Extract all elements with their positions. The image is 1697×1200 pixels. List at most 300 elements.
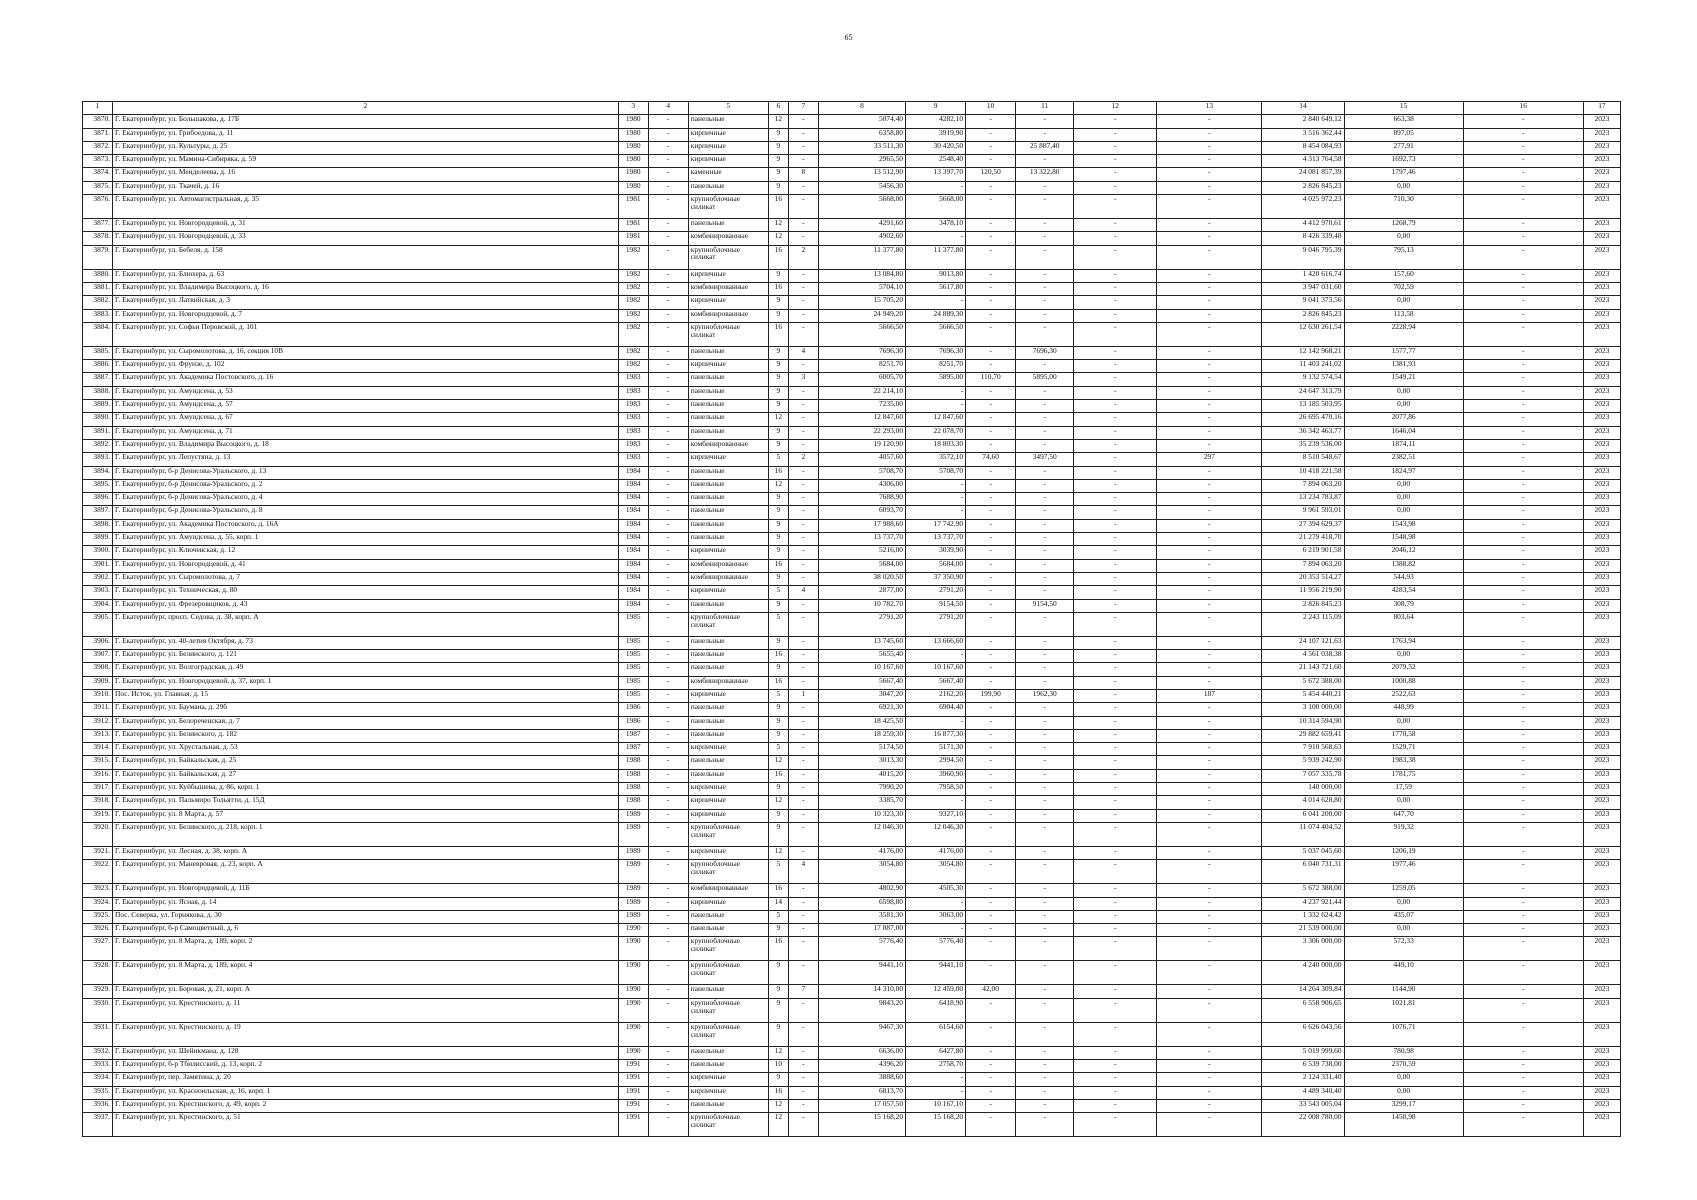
table-cell-col-13: - [1157, 155, 1262, 168]
table-cell-col-5: комбинированные [688, 282, 768, 295]
table-cell-col-9: 12 847,60 [906, 413, 966, 426]
table-cell-col-16: - [1463, 572, 1583, 585]
table-cell-col-4: - [648, 676, 688, 689]
table-cell-col-10: - [966, 466, 1016, 479]
table-cell-col-1: 3937. [83, 1113, 113, 1137]
table-cell-col-6: 12 [768, 413, 788, 426]
table-cell-col-9: 18 803,30 [906, 439, 966, 452]
table-cell-col-16: - [1463, 519, 1583, 532]
table-cell-col-10: - [966, 636, 1016, 649]
table-cell-col-4: - [648, 479, 688, 492]
table-body [83, 115, 1621, 1137]
table-cell-col-6: 9 [768, 426, 788, 439]
table-cell-col-9: 30 420,50 [906, 141, 966, 154]
table-cell-col-11: - [1016, 756, 1074, 769]
table-cell-col-3: 1984 [618, 586, 648, 599]
table-cell-col-10: - [966, 650, 1016, 663]
table-cell-col-3: 1984 [618, 466, 648, 479]
table-cell-col-17: 2023 [1583, 245, 1620, 269]
table-cell-col-11: - [1016, 360, 1074, 373]
table-cell-col-3: 1982 [618, 296, 648, 309]
table-cell-col-6: 9 [768, 400, 788, 413]
table-cell-col-6: 9 [768, 546, 788, 559]
column-number-13: 13 [1157, 102, 1262, 115]
table-cell-col-5: крупноблочные силикат [688, 961, 768, 985]
table-cell-col-2: Г. Екатеринбург, ул. Амундсена, д. 55, корп. 1 [113, 533, 619, 546]
table-cell-col-12: - [1074, 1046, 1157, 1059]
table-cell-col-12: - [1074, 636, 1157, 649]
table-cell-col-8: 4176,00 [818, 846, 905, 859]
table-cell-col-1: 3881. [83, 282, 113, 295]
table-cell-col-12: - [1074, 1086, 1157, 1099]
table-cell-col-2: Г. Екатеринбург, ул. Белинского, д. 121 [113, 650, 619, 663]
table-cell-col-17: 2023 [1583, 998, 1620, 1022]
table-cell-col-4: - [648, 269, 688, 282]
table-cell-col-14: 2 124 331,40 [1262, 1073, 1344, 1086]
table-cell-col-13: - [1157, 809, 1262, 822]
table-cell-col-3: 1983 [618, 426, 648, 439]
table-cell-col-15: 2522,63 [1344, 689, 1463, 702]
table-row [83, 479, 1621, 492]
table-cell-col-10: - [966, 141, 1016, 154]
table-cell-col-15: 1388,82 [1344, 559, 1463, 572]
table-cell-col-15: 0,00 [1344, 296, 1463, 309]
table-cell-col-7: - [788, 519, 818, 532]
table-cell-col-4: - [648, 386, 688, 399]
table-cell-col-8: 17 988,60 [818, 519, 905, 532]
table-cell-col-6: 9 [768, 519, 788, 532]
table-cell-col-17: 2023 [1583, 506, 1620, 519]
table-cell-col-14: 9 046 795,39 [1262, 245, 1344, 269]
table-cell-col-14: 4 240 000,00 [1262, 961, 1344, 985]
column-number-11: 11 [1016, 102, 1074, 115]
table-cell-col-12: - [1074, 846, 1157, 859]
table-cell-col-13: - [1157, 533, 1262, 546]
table-cell-col-6: 9 [768, 716, 788, 729]
table-cell-col-15: 1983,38 [1344, 756, 1463, 769]
table-cell-col-10: - [966, 729, 1016, 742]
table-cell-col-4: - [648, 1113, 688, 1137]
table-cell-col-2: Г. Екатеринбург, ул. Крестинского, д. 49, корп. 2 [113, 1099, 619, 1112]
table-cell-col-6: 9 [768, 269, 788, 282]
table-cell-col-15: 0,00 [1344, 716, 1463, 729]
table-cell-col-17: 2023 [1583, 769, 1620, 782]
table-cell-col-7: - [788, 386, 818, 399]
table-cell-col-15: 1977,46 [1344, 860, 1463, 884]
table-cell-col-8: 9467,30 [818, 1022, 905, 1046]
column-number-9: 9 [906, 102, 966, 115]
table-row [83, 612, 1621, 636]
table-cell-col-6: 5 [768, 689, 788, 702]
table-cell-col-15: 803,64 [1344, 612, 1463, 636]
table-cell-col-14: 6 558 906,65 [1262, 998, 1344, 1022]
table-cell-col-13: - [1157, 1046, 1262, 1059]
table-cell-col-7: - [788, 910, 818, 923]
table-cell-col-7: 2 [788, 453, 818, 466]
table-cell-col-12: - [1074, 663, 1157, 676]
table-cell-col-8: 4396,20 [818, 1060, 905, 1073]
table-cell-col-7: - [788, 546, 818, 559]
table-cell-col-17: 2023 [1583, 783, 1620, 796]
table-row [83, 493, 1621, 506]
table-cell-col-5: панельные [688, 400, 768, 413]
table-cell-col-16: - [1463, 1060, 1583, 1073]
table-row [83, 703, 1621, 716]
table-cell-col-5: панельные [688, 636, 768, 649]
table-cell-col-9: 12 046,30 [906, 822, 966, 846]
table-cell-col-17: 2023 [1583, 756, 1620, 769]
table-cell-col-1: 3875. [83, 181, 113, 194]
table-cell-col-5: панельные [688, 115, 768, 128]
table-cell-col-17: 2023 [1583, 181, 1620, 194]
table-cell-col-1: 3886. [83, 360, 113, 373]
table-cell-col-13: - [1157, 493, 1262, 506]
table-cell-col-13: - [1157, 546, 1262, 559]
table-row [83, 533, 1621, 546]
table-cell-col-9: 9441,10 [906, 961, 966, 985]
table-cell-col-6: 12 [768, 846, 788, 859]
table-cell-col-10: - [966, 360, 1016, 373]
table-cell-col-8: 5668,00 [818, 195, 905, 219]
table-cell-col-2: Г. Екатеринбург, б-р Денисова-Уральского, д. 2 [113, 479, 619, 492]
table-cell-col-9: 15 168,20 [906, 1113, 966, 1137]
table-cell-col-17: 2023 [1583, 309, 1620, 322]
table-cell-col-8: 22 214,10 [818, 386, 905, 399]
table-cell-col-2: Г. Екатеринбург, ул. Академика Постовского, д. 16 [113, 373, 619, 386]
column-number-14: 14 [1262, 102, 1344, 115]
table-cell-col-3: 1982 [618, 346, 648, 359]
table-cell-col-11: - [1016, 985, 1074, 998]
table-cell-col-3: 1982 [618, 360, 648, 373]
table-row [83, 961, 1621, 985]
table-cell-col-12: - [1074, 245, 1157, 269]
table-cell-col-3: 1982 [618, 269, 648, 282]
table-cell-col-9: 5776,40 [906, 937, 966, 961]
table-cell-col-9: 3054,80 [906, 860, 966, 884]
table-cell-col-4: - [648, 860, 688, 884]
table-cell-col-14: 7 057 335,78 [1262, 769, 1344, 782]
table-cell-col-15: 0,00 [1344, 400, 1463, 413]
table-cell-col-8: 3054,80 [818, 860, 905, 884]
table-cell-col-3: 1987 [618, 729, 648, 742]
table-cell-col-8: 4306,00 [818, 479, 905, 492]
table-cell-col-17: 2023 [1583, 663, 1620, 676]
table-cell-col-13: - [1157, 519, 1262, 532]
table-cell-col-15: 702,59 [1344, 282, 1463, 295]
table-cell-col-8: 3385,70 [818, 796, 905, 809]
table-cell-col-7: - [788, 309, 818, 322]
table-cell-col-5: крупноблочные силикат [688, 937, 768, 961]
housing-registry-table [82, 101, 1621, 1137]
table-cell-col-2: Г. Екатеринбург, ул. Латвийская, д. 3 [113, 296, 619, 309]
table-cell-col-14: 8 510 548,67 [1262, 453, 1344, 466]
table-cell-col-4: - [648, 219, 688, 232]
table-cell-col-4: - [648, 1099, 688, 1112]
table-cell-col-15: 1797,46 [1344, 168, 1463, 181]
table-cell-col-1: 3921. [83, 846, 113, 859]
table-cell-col-8: 10 167,60 [818, 663, 905, 676]
table-cell-col-5: панельные [688, 519, 768, 532]
table-cell-col-12: - [1074, 676, 1157, 689]
table-cell-col-4: - [648, 650, 688, 663]
table-cell-col-8: 18 259,30 [818, 729, 905, 742]
table-row [83, 1086, 1621, 1099]
table-cell-col-15: 2382,51 [1344, 453, 1463, 466]
table-cell-col-4: - [648, 533, 688, 546]
table-cell-col-1: 3873. [83, 155, 113, 168]
table-cell-col-12: - [1074, 897, 1157, 910]
table-cell-col-7: - [788, 636, 818, 649]
table-cell-col-1: 3901. [83, 559, 113, 572]
table-cell-col-17: 2023 [1583, 1022, 1620, 1046]
table-cell-col-6: 12 [768, 756, 788, 769]
table-cell-col-14: 21 143 721,60 [1262, 663, 1344, 676]
table-row [83, 783, 1621, 796]
table-cell-col-13: - [1157, 322, 1262, 346]
table-cell-col-4: - [648, 115, 688, 128]
table-cell-col-10: - [966, 1046, 1016, 1059]
table-cell-col-4: - [648, 612, 688, 636]
table-row [83, 1022, 1621, 1046]
table-cell-col-10: - [966, 910, 1016, 923]
table-row [83, 809, 1621, 822]
table-cell-col-3: 1989 [618, 910, 648, 923]
table-cell-col-7: - [788, 413, 818, 426]
table-cell-col-5: кирпичные [688, 783, 768, 796]
table-cell-col-13: - [1157, 822, 1262, 846]
table-cell-col-15: 1824,97 [1344, 466, 1463, 479]
table-cell-col-14: 4 025 972,23 [1262, 195, 1344, 219]
table-cell-col-15: 1381,93 [1344, 360, 1463, 373]
table-cell-col-6: 16 [768, 466, 788, 479]
table-cell-col-8: 5456,30 [818, 181, 905, 194]
table-cell-col-14: 3 516 362,44 [1262, 128, 1344, 141]
table-row [83, 386, 1621, 399]
table-cell-col-11: - [1016, 884, 1074, 897]
table-cell-col-9: 5684,00 [906, 559, 966, 572]
table-cell-col-1: 3933. [83, 1060, 113, 1073]
table-cell-col-5: панельные [688, 466, 768, 479]
table-cell-col-3: 1984 [618, 599, 648, 612]
table-cell-col-6: 9 [768, 599, 788, 612]
table-cell-col-1: 3914. [83, 743, 113, 756]
table-cell-col-1: 3889. [83, 400, 113, 413]
table-cell-col-12: - [1074, 1060, 1157, 1073]
table-cell-col-7: - [788, 506, 818, 519]
table-cell-col-17: 2023 [1583, 128, 1620, 141]
table-cell-col-13: - [1157, 729, 1262, 742]
table-cell-col-16: - [1463, 559, 1583, 572]
table-cell-col-16: - [1463, 689, 1583, 702]
table-cell-col-9: - [906, 493, 966, 506]
table-cell-col-6: 9 [768, 386, 788, 399]
table-cell-col-11: 25 887,40 [1016, 141, 1074, 154]
table-cell-col-9: - [906, 1086, 966, 1099]
table-cell-col-13: - [1157, 884, 1262, 897]
table-cell-col-3: 1982 [618, 282, 648, 295]
table-cell-col-5: кирпичные [688, 296, 768, 309]
table-cell-col-2: Г. Екатеринбург, ул. Мамина-Сибиряка, д. 59 [113, 155, 619, 168]
table-cell-col-4: - [648, 155, 688, 168]
table-cell-col-7: - [788, 493, 818, 506]
table-cell-col-3: 1980 [618, 168, 648, 181]
table-cell-col-6: 16 [768, 1086, 788, 1099]
table-cell-col-9: 8251,70 [906, 360, 966, 373]
table-cell-col-13: - [1157, 232, 1262, 245]
table-cell-col-2: Г. Екатеринбург, ул. Крестинского, д. 11 [113, 998, 619, 1022]
table-cell-col-15: 572,33 [1344, 937, 1463, 961]
table-cell-col-16: - [1463, 115, 1583, 128]
table-cell-col-10: - [966, 884, 1016, 897]
table-cell-col-15: 544,93 [1344, 572, 1463, 585]
table-cell-col-15: 1549,21 [1344, 373, 1463, 386]
table-cell-col-1: 3888. [83, 386, 113, 399]
table-cell-col-4: - [648, 373, 688, 386]
table-row [83, 860, 1621, 884]
table-cell-col-14: 9 961 593,01 [1262, 506, 1344, 519]
table-cell-col-11: - [1016, 961, 1074, 985]
table-cell-col-4: - [648, 586, 688, 599]
table-cell-col-4: - [648, 282, 688, 295]
table-cell-col-11: - [1016, 572, 1074, 585]
table-cell-col-13: - [1157, 309, 1262, 322]
table-cell-col-15: 1206,19 [1344, 846, 1463, 859]
table-cell-col-7: - [788, 155, 818, 168]
table-cell-col-9: 2548,40 [906, 155, 966, 168]
table-row [83, 572, 1621, 585]
table-cell-col-8: 7990,20 [818, 783, 905, 796]
table-cell-col-2: Г. Екатеринбург, ул. Фрунзе, д. 102 [113, 360, 619, 373]
table-cell-col-6: 16 [768, 650, 788, 663]
table-cell-col-15: 2046,12 [1344, 546, 1463, 559]
table-cell-col-15: 4283,54 [1344, 586, 1463, 599]
table-cell-col-7: - [788, 1086, 818, 1099]
table-cell-col-11: - [1016, 426, 1074, 439]
table-cell-col-8: 3888,60 [818, 1073, 905, 1086]
table-cell-col-16: - [1463, 493, 1583, 506]
table-cell-col-3: 1988 [618, 783, 648, 796]
table-cell-col-10: - [966, 232, 1016, 245]
table-cell-col-11: - [1016, 586, 1074, 599]
table-cell-col-1: 3927. [83, 937, 113, 961]
table-cell-col-14: 27 394 629,37 [1262, 519, 1344, 532]
table-cell-col-11: - [1016, 519, 1074, 532]
table-cell-col-7: - [788, 769, 818, 782]
table-cell-col-10: - [966, 612, 1016, 636]
table-cell-col-16: - [1463, 884, 1583, 897]
table-cell-col-4: - [648, 716, 688, 729]
table-cell-col-11: - [1016, 650, 1074, 663]
table-cell-col-12: - [1074, 296, 1157, 309]
table-cell-col-15: 448,99 [1344, 703, 1463, 716]
table-cell-col-15: 0,00 [1344, 493, 1463, 506]
table-cell-col-12: - [1074, 612, 1157, 636]
table-cell-col-6: 9 [768, 181, 788, 194]
table-cell-col-1: 3923. [83, 884, 113, 897]
table-cell-col-3: 1989 [618, 809, 648, 822]
table-row [83, 1046, 1621, 1059]
table-cell-col-7: - [788, 729, 818, 742]
table-cell-col-16: - [1463, 1099, 1583, 1112]
table-cell-col-14: 21 279 418,70 [1262, 533, 1344, 546]
table-cell-col-14: 140 000,00 [1262, 783, 1344, 796]
table-cell-col-16: - [1463, 466, 1583, 479]
table-cell-col-7: 4 [788, 586, 818, 599]
table-cell-col-2: Г. Екатеринбург, ул. Сыромолотова, д. 16, секция 10В [113, 346, 619, 359]
table-cell-col-15: 0,00 [1344, 924, 1463, 937]
table-cell-col-15: 0,00 [1344, 479, 1463, 492]
table-cell-col-8: 8251,70 [818, 360, 905, 373]
table-cell-col-17: 2023 [1583, 1113, 1620, 1137]
table-cell-col-9: - [906, 1073, 966, 1086]
table-cell-col-1: 3918. [83, 796, 113, 809]
table-cell-col-1: 3877. [83, 219, 113, 232]
table-cell-col-16: - [1463, 998, 1583, 1022]
table-cell-col-1: 3928. [83, 961, 113, 985]
table-cell-col-11: - [1016, 1113, 1074, 1137]
table-cell-col-16: - [1463, 1086, 1583, 1099]
table-row [83, 1113, 1621, 1137]
table-cell-col-12: - [1074, 860, 1157, 884]
table-cell-col-11: - [1016, 822, 1074, 846]
table-cell-col-7: - [788, 703, 818, 716]
table-cell-col-14: 11 074 404,52 [1262, 822, 1344, 846]
table-cell-col-5: кирпичные [688, 1086, 768, 1099]
table-cell-col-6: 9 [768, 296, 788, 309]
table-cell-col-5: крупноблочные силикат [688, 612, 768, 636]
table-cell-col-3: 1980 [618, 141, 648, 154]
table-cell-col-15: 1770,58 [1344, 729, 1463, 742]
table-cell-col-14: 21 539 000,00 [1262, 924, 1344, 937]
table-cell-col-9: 3572,10 [906, 453, 966, 466]
table-cell-col-3: 1990 [618, 998, 648, 1022]
table-cell-col-8: 3047,20 [818, 689, 905, 702]
table-cell-col-1: 3907. [83, 650, 113, 663]
table-cell-col-9: 2791,20 [906, 586, 966, 599]
column-number-15: 15 [1344, 102, 1463, 115]
table-cell-col-12: - [1074, 743, 1157, 756]
table-cell-col-17: 2023 [1583, 822, 1620, 846]
table-cell-col-6: 9 [768, 924, 788, 937]
column-number-5: 5 [688, 102, 768, 115]
table-cell-col-10: - [966, 1086, 1016, 1099]
table-cell-col-4: - [648, 998, 688, 1022]
table-cell-col-4: - [648, 703, 688, 716]
table-cell-col-2: Г. Екатеринбург, ул. Амундсена, д. 67 [113, 413, 619, 426]
table-cell-col-10: - [966, 676, 1016, 689]
table-cell-col-14: 10 418 221,58 [1262, 466, 1344, 479]
table-cell-col-14: 22 008 780,00 [1262, 1113, 1344, 1137]
table-cell-col-4: - [648, 181, 688, 194]
table-cell-col-12: - [1074, 360, 1157, 373]
table-cell-col-9: 4505,30 [906, 884, 966, 897]
table-cell-col-11: - [1016, 466, 1074, 479]
table-cell-col-5: кирпичные [688, 141, 768, 154]
table-cell-col-8: 4015,20 [818, 769, 905, 782]
table-cell-col-7: - [788, 796, 818, 809]
table-cell-col-8: 13 745,60 [818, 636, 905, 649]
table-row [83, 181, 1621, 194]
table-cell-col-3: 1991 [618, 1113, 648, 1137]
table-cell-col-6: 12 [768, 219, 788, 232]
table-cell-col-8: 13 084,80 [818, 269, 905, 282]
table-cell-col-14: 8 454 084,93 [1262, 141, 1344, 154]
table-cell-col-6: 9 [768, 155, 788, 168]
table-cell-col-6: 16 [768, 676, 788, 689]
table-cell-col-7: - [788, 676, 818, 689]
table-row [83, 636, 1621, 649]
table-row [83, 232, 1621, 245]
